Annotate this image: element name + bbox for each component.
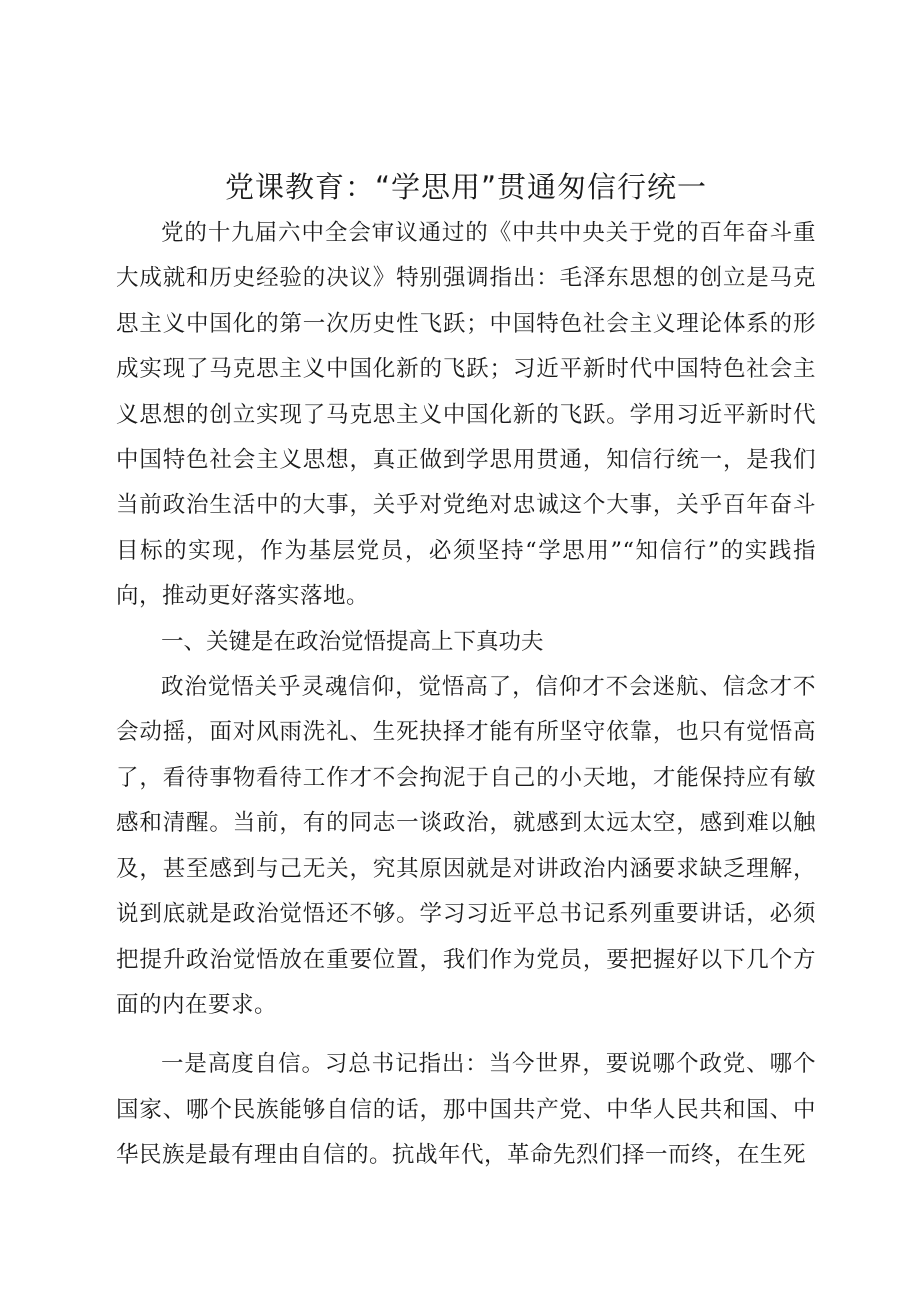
section1-paragraph-2: 一是高度自信。习总书记指出：当今世界，要说哪个政党、哪个国家、哪个民族能够自信的话，那中国共产党、中华人民共和国、中华民族是最有理由自信的。抗战年代，革命先烈们择一而终，在生死 <box>116 1051 816 1169</box>
paragraph-gap <box>116 1028 816 1042</box>
document-page <box>116 163 816 1179</box>
section-heading-1: 一、关键是在政治觉悟提高上下真功夫 <box>161 628 544 655</box>
document-title: 党课教育：“学思用”贯通匆信行统一 <box>224 170 708 204</box>
section1-paragraph-1: 政治觉悟关乎灵魂信仰，觉悟高了，信仰才不会迷航、信念才不会动摇，面对风雨洗礼、生死抉择才能有所坚守依靠，也只有觉悟高了，看待事物看待工作才不会拘泥于自己的小天地，才能保持应有敏感和清醒。当前，有的同志一谈政治，就感到太远太空，感到难以触及，甚至感到与己无关，究其原因就是对讲政治内涵要求缺乏理解，说到底就是政治觉悟还不够。学习习近平总书记系列重要讲话，必须把提升政治觉悟放在重要位置，我们作为党员，要把握好以下几个方面的内在要求。 <box>116 674 816 1018</box>
intro-paragraph: 党的十九届六中全会审议通过的《中共中央关于党的百年奋斗重大成就和历史经验的决议》特别强调指出：毛泽东思想的创立是马克思主义中国化的第一次历史性飞跃；中国特色社会主义理论体系的形成实现了马克思主义中国化新的飞跃；习近平新时代中国特色社会主义思想的创立实现了马克思主义中国化新的飞跃。学用习近平新时代中国特色社会主义思想，真正做到学思用贯通，知信行统一，是我们当前政治生活中的大事，关乎对党绝对忠诚这个大事，关乎百年奋斗目标的实现，作为基层党员，必须坚持“学思用”“知信行”的实践指向，推动更好落实落地。 <box>116 220 816 610</box>
